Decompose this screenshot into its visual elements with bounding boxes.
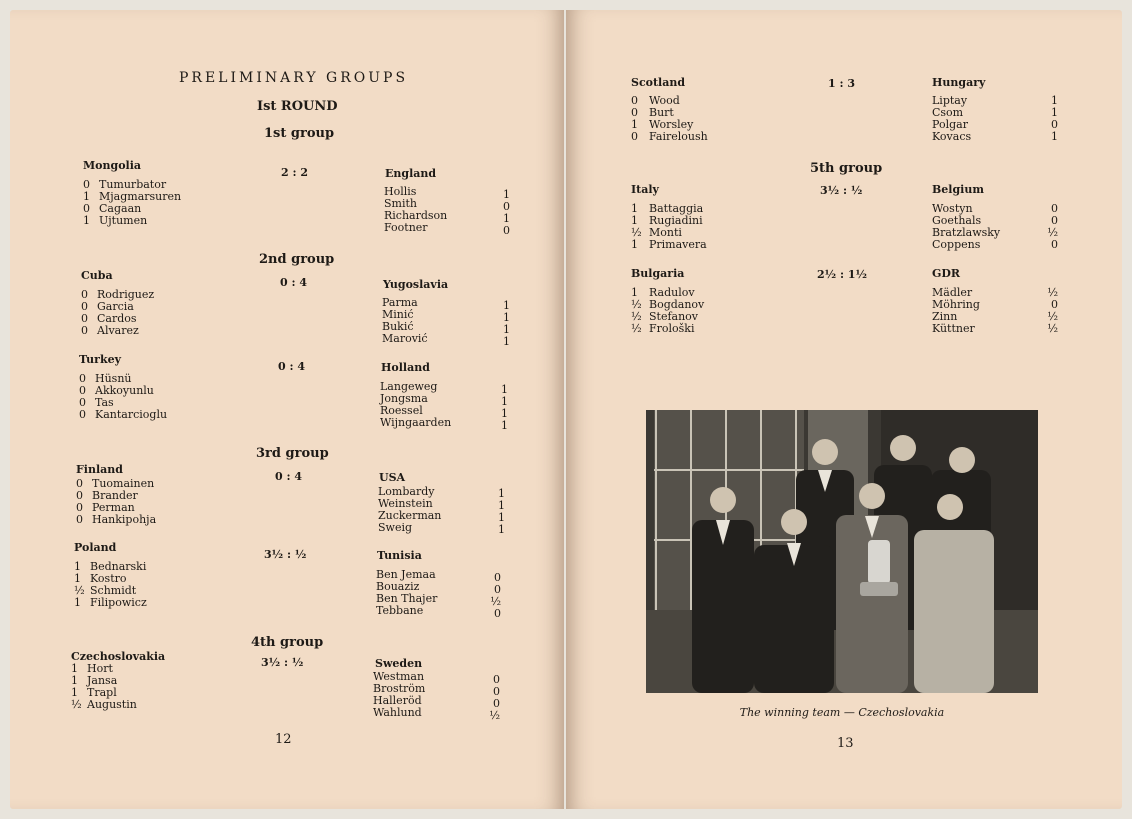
player-score: ½ <box>1047 322 1058 335</box>
player-name: Battaggia <box>649 202 704 215</box>
team-name: Czechoslovakia <box>71 650 166 663</box>
player-score: 0 <box>1051 118 1058 131</box>
player-score: ½ <box>1047 310 1058 323</box>
player-score: 0 <box>493 685 500 698</box>
player-score: 1 <box>498 487 505 500</box>
player-name: Küttner <box>932 322 975 335</box>
player-score: 1 <box>503 299 510 312</box>
player-list <box>74 561 147 609</box>
player-score: ½ <box>489 709 500 722</box>
player-name: Faireloush <box>649 130 708 143</box>
match-score: 0 : 4 <box>280 276 308 289</box>
player-name: Tuomainen <box>92 477 155 490</box>
player-name: Weinstein <box>378 497 433 510</box>
group-heading: 3rd group <box>256 446 329 461</box>
player-name: Ben Thajer <box>376 592 438 605</box>
player-name: Kovacs <box>932 130 972 143</box>
player-name: Möhring <box>932 298 980 311</box>
player-score: 1 <box>498 511 505 524</box>
player-score: 0 <box>1051 298 1058 311</box>
team-name: Cuba <box>81 269 113 282</box>
player-name: Marović <box>382 332 428 345</box>
player-score: 0 <box>83 178 90 191</box>
player-name: Bogdanov <box>649 298 705 311</box>
player-name: Wood <box>649 94 680 107</box>
player-name: Langeweg <box>380 380 438 393</box>
player-score: 0 <box>81 300 88 313</box>
score-column <box>496 189 510 237</box>
player-name: Alvarez <box>97 324 139 337</box>
player-name: Augustin <box>87 698 137 711</box>
player-score: 0 <box>83 202 90 215</box>
team-name: Italy <box>631 183 659 196</box>
player-list <box>81 289 154 337</box>
player-score: 1 <box>501 419 508 432</box>
team-name: GDR <box>932 267 961 280</box>
player-name: Schmidt <box>90 584 137 597</box>
team-name: Sweden <box>375 657 423 670</box>
match-score: 0 : 4 <box>275 470 303 483</box>
player-score: 1 <box>74 560 81 573</box>
player-score: 0 <box>494 571 501 584</box>
player-name: Primavera <box>649 238 707 251</box>
player-name: Roessel <box>380 404 423 417</box>
player-score: 0 <box>503 224 510 237</box>
section-title: PRELIMINARY GROUPS <box>179 70 409 86</box>
player-name: Akkoyunlu <box>95 384 154 397</box>
score-column <box>496 300 510 348</box>
score-column <box>485 572 501 620</box>
player-score: 1 <box>1051 94 1058 107</box>
player-score: 0 <box>76 477 83 490</box>
team-name: Hungary <box>932 76 986 89</box>
player-score: 0 <box>81 288 88 301</box>
player-score: 0 <box>76 501 83 514</box>
page-number: 13 <box>837 736 854 751</box>
player-row <box>631 239 707 251</box>
player-score: 0 <box>493 697 500 710</box>
player-score: 1 <box>631 118 638 131</box>
player-list <box>382 297 428 345</box>
player-score: ½ <box>71 698 82 711</box>
player-name: Filipowicz <box>90 596 147 609</box>
match-score: 3½ : ½ <box>264 548 307 561</box>
player-name: Frološki <box>649 322 695 335</box>
player-name: Footner <box>384 221 428 234</box>
player-row <box>83 215 181 227</box>
player-name: Bednarski <box>90 560 147 573</box>
player-list <box>932 95 971 143</box>
score-column <box>1042 203 1058 251</box>
player-name: Jansa <box>87 674 118 687</box>
player-score: 0 <box>493 673 500 686</box>
player-row <box>76 514 156 526</box>
player-name: Tebbane <box>376 604 424 617</box>
match-score: 3½ : ½ <box>820 184 863 197</box>
player-name: Hollis <box>384 185 417 198</box>
player-name: Csom <box>932 106 964 119</box>
group-heading: 1st group <box>264 126 335 141</box>
player-list <box>631 287 704 335</box>
player-score: ½ <box>1047 286 1058 299</box>
player-score: 1 <box>83 190 90 203</box>
player-score: 0 <box>631 130 638 143</box>
player-score: 1 <box>501 383 508 396</box>
round-title: Ist ROUND <box>257 99 338 114</box>
player-list <box>71 663 137 711</box>
team-name: Bulgaria <box>631 267 685 280</box>
player-name: Wahlund <box>373 706 422 719</box>
player-score: 0 <box>79 396 86 409</box>
score-column <box>1040 287 1058 335</box>
player-score: 1 <box>503 188 510 201</box>
player-list <box>373 671 425 719</box>
player-score: 0 <box>1051 202 1058 215</box>
player-name: Stefanov <box>649 310 699 323</box>
player-score: 1 <box>503 323 510 336</box>
player-score: 1 <box>631 202 638 215</box>
player-list <box>384 186 447 234</box>
player-score: 1 <box>1051 106 1058 119</box>
player-name: Radulov <box>649 286 695 299</box>
player-name: Bukić <box>382 320 414 333</box>
team-name: Yugoslavia <box>383 278 449 291</box>
player-score: ½ <box>631 322 642 335</box>
player-list <box>631 95 708 143</box>
player-score: 1 <box>83 214 90 227</box>
match-score: 0 : 4 <box>278 360 306 373</box>
player-name: Monti <box>649 226 682 239</box>
player-name: Brander <box>92 489 138 502</box>
player-score: 1 <box>498 523 505 536</box>
player-score: 1 <box>498 499 505 512</box>
player-score: ½ <box>1047 226 1058 239</box>
score-column <box>484 674 500 722</box>
player-name: Westman <box>373 670 425 683</box>
player-score: 1 <box>71 674 78 687</box>
player-score: 0 <box>81 324 88 337</box>
player-list <box>79 373 167 421</box>
player-name: Hort <box>87 662 113 675</box>
player-name: Burt <box>649 106 674 119</box>
player-list <box>932 287 980 335</box>
player-name: Cardos <box>97 312 137 325</box>
player-score: 0 <box>79 372 86 385</box>
player-name: Minić <box>382 308 414 321</box>
score-column <box>494 384 508 432</box>
group-heading: 2nd group <box>259 252 335 267</box>
player-score: 0 <box>81 312 88 325</box>
player-name: Polgar <box>932 118 968 131</box>
player-name: Liptay <box>932 94 968 107</box>
player-name: Sweig <box>378 521 413 534</box>
player-score: 1 <box>71 686 78 699</box>
player-row <box>71 699 137 711</box>
player-name: Worsley <box>649 118 694 131</box>
player-name: Bratzlawsky <box>932 226 1001 239</box>
player-score: 0 <box>76 489 83 502</box>
player-name: Coppens <box>932 238 981 251</box>
player-score: 1 <box>74 596 81 609</box>
team-name: Belgium <box>932 183 984 196</box>
player-list <box>380 381 451 429</box>
player-name: Kostro <box>90 572 127 585</box>
page-number: 12 <box>275 732 292 747</box>
player-name: Cagaan <box>99 202 142 215</box>
player-name: Hankipohja <box>92 513 157 526</box>
player-name: Ben Jemaa <box>376 568 436 581</box>
team-name: Scotland <box>631 76 686 89</box>
player-name: Tumurbator <box>99 178 167 191</box>
player-name: Rugiadini <box>649 214 703 227</box>
player-name: Perman <box>92 501 135 514</box>
team-name: Finland <box>76 463 123 476</box>
player-row <box>631 323 704 335</box>
team-name: England <box>385 167 437 180</box>
player-name: Kantarcioglu <box>95 408 168 421</box>
player-name: Parma <box>382 296 418 309</box>
player-score: 0 <box>76 513 83 526</box>
player-list <box>932 203 1000 251</box>
player-name: Mädler <box>932 286 973 299</box>
player-name: Rodriguez <box>97 288 155 301</box>
score-column <box>1042 95 1058 143</box>
player-name: Wijngaarden <box>380 416 452 429</box>
player-score: ½ <box>631 310 642 323</box>
player-name: Zinn <box>932 310 958 323</box>
player-score: 0 <box>79 384 86 397</box>
player-name: Goethals <box>932 214 982 227</box>
player-row <box>79 409 167 421</box>
team-name: Poland <box>74 541 117 554</box>
player-score: 1 <box>503 212 510 225</box>
player-list <box>83 179 181 227</box>
player-name: Mjagmarsuren <box>99 190 182 203</box>
player-score: 0 <box>494 583 501 596</box>
player-score: 1 <box>631 238 638 251</box>
score-column <box>491 488 505 536</box>
player-row <box>631 131 708 143</box>
player-score: 1 <box>503 311 510 324</box>
player-score: 1 <box>1051 130 1058 143</box>
player-score: 0 <box>494 607 501 620</box>
player-score: 0 <box>1051 238 1058 251</box>
player-score: 0 <box>631 94 638 107</box>
player-name: Garcia <box>97 300 134 313</box>
team-name: Turkey <box>79 353 121 366</box>
player-score: 1 <box>501 407 508 420</box>
team-name: Mongolia <box>83 159 142 172</box>
player-name: Smith <box>384 197 417 210</box>
match-score: 2½ : 1½ <box>817 268 867 281</box>
player-list <box>76 478 156 526</box>
photo-caption: The winning team — Czechoslovakia <box>739 706 945 719</box>
player-list <box>378 486 441 534</box>
player-row <box>74 597 147 609</box>
player-score: 0 <box>79 408 86 421</box>
team-name: Tunisia <box>377 549 422 562</box>
player-score: ½ <box>74 584 85 597</box>
player-name: Halleröd <box>373 694 422 707</box>
player-name: Tas <box>95 396 114 409</box>
player-score: 0 <box>1051 214 1058 227</box>
player-list <box>376 569 437 617</box>
player-row <box>79 385 167 397</box>
team-name: USA <box>379 471 406 484</box>
player-name: Lombardy <box>378 485 435 498</box>
player-list <box>631 203 707 251</box>
player-score: 1 <box>631 214 638 227</box>
player-name: Hüsnü <box>95 372 132 385</box>
player-score: 1 <box>74 572 81 585</box>
group-heading: 5th group <box>810 161 883 176</box>
player-name: Wostyn <box>932 202 973 215</box>
player-name: Bouaziz <box>376 580 420 593</box>
player-name: Zuckerman <box>378 509 442 522</box>
match-score: 2 : 2 <box>281 166 309 179</box>
player-name: Jongsma <box>380 392 428 405</box>
group-heading: 4th group <box>251 635 324 650</box>
player-score: ½ <box>631 298 642 311</box>
player-name: Richardson <box>384 209 448 222</box>
player-name: Ujtumen <box>99 214 148 227</box>
player-score: 1 <box>501 395 508 408</box>
match-score: 3½ : ½ <box>261 656 304 669</box>
player-score: ½ <box>490 595 501 608</box>
player-score: 0 <box>503 200 510 213</box>
team-photo <box>646 410 1038 693</box>
player-name: Broström <box>373 682 426 695</box>
player-row <box>81 325 154 337</box>
team-name: Holland <box>381 361 430 374</box>
player-score: 0 <box>631 106 638 119</box>
player-score: ½ <box>631 226 642 239</box>
team-photo-illustration <box>646 410 1038 693</box>
player-score: 1 <box>503 335 510 348</box>
player-score: 1 <box>71 662 78 675</box>
player-name: Trapl <box>87 686 117 699</box>
match-score: 1 : 3 <box>828 77 856 90</box>
player-score: 1 <box>631 286 638 299</box>
